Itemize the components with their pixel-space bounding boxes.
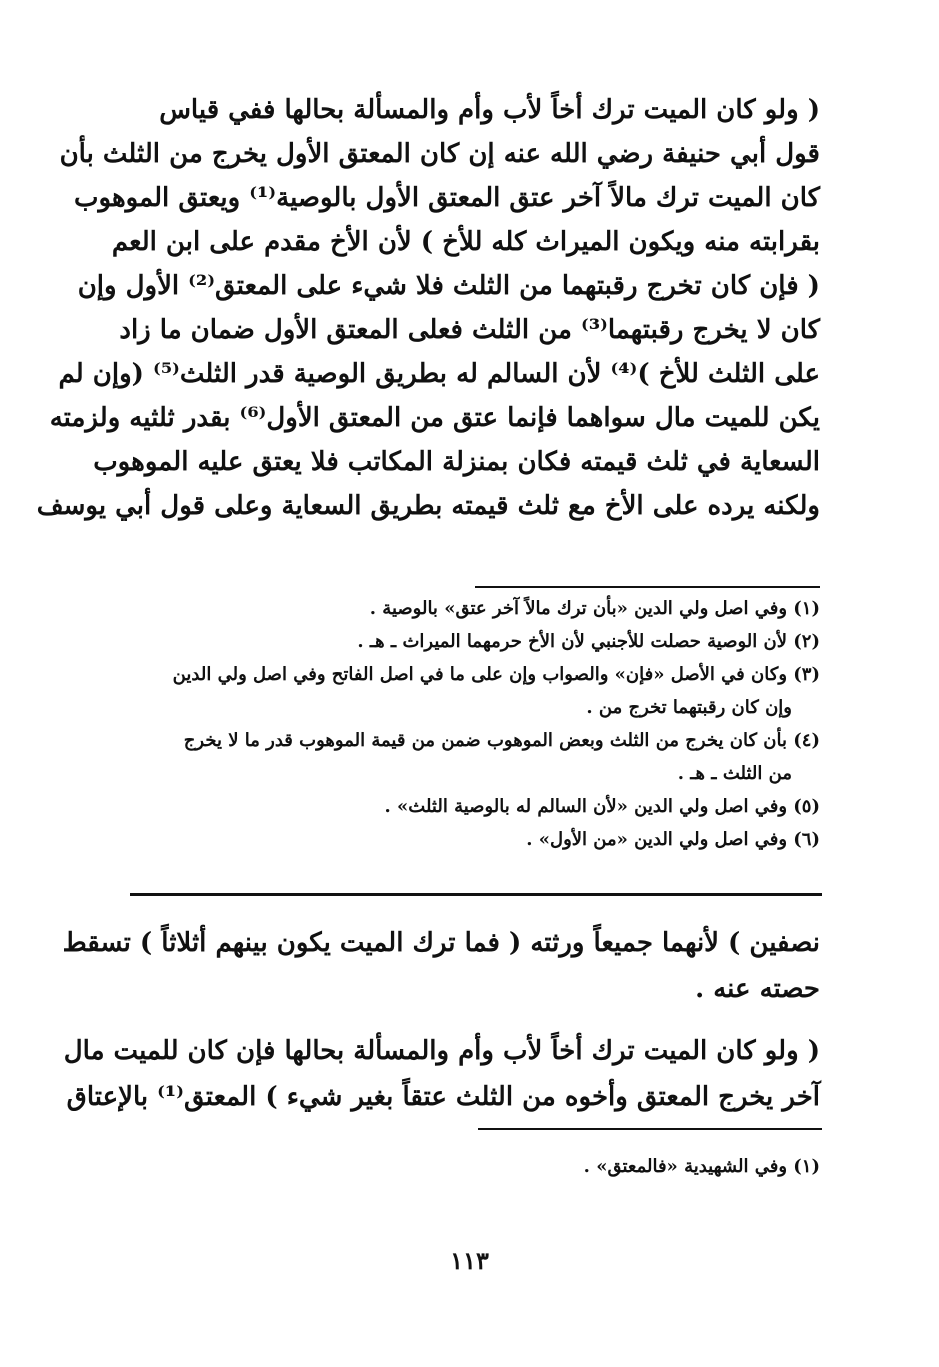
text-line: على الثلث للأخ )⁽⁴⁾ لأن السالم له بطريق الوصية قدر الثلث⁽⁵⁾ (وإن لم <box>58 359 820 389</box>
footnotes-bottom <box>130 1150 820 1183</box>
footnote-text: (٣) وكان في الأصل «فإن» والصواب وإن على ما في اصل الفاتح وفي اصل ولي الدين <box>172 664 820 685</box>
text-line: كان الميت ترك مالاً آخر عتق المعتق الأول بالوصية⁽¹⁾ ويعتق الموهوب <box>74 183 820 213</box>
text-line: ( ولو كان الميت ترك أخاً لأب وأم والمسألة بحالها فإن كان للميت مال <box>63 1036 820 1066</box>
text-line: بقرابته منه ويكون الميراث كله للأخ ) لأن الأخ مقدم على ابن العم <box>111 227 820 257</box>
page-number: ١١٣ <box>450 1246 489 1275</box>
footnotes-top <box>130 592 820 856</box>
footnote-separator <box>478 1128 822 1130</box>
footnote-3 <box>130 658 820 724</box>
footnote-2 <box>130 625 820 658</box>
text-line: السعاية في ثلث قيمته فكان بمنزلة المكاتب فلا يعتق عليه الموهوب <box>93 447 820 477</box>
text-line: ( ولو كان الميت ترك أخاً لأب وأم والمسألة بحالها ففي قياس <box>159 95 820 125</box>
text-line: نصفين ) لأنهما جميعاً ورثته ( فما ترك الميت يكون بينهم أثلاثاً ) تسقط <box>62 928 820 958</box>
footnote-5 <box>130 790 820 823</box>
text-line: كان لا يخرج رقبتهما⁽³⁾ من الثلث فعلى المعتق الأول ضمان ما زاد <box>119 315 820 345</box>
footnote-4 <box>130 724 820 790</box>
text-line: يكن للميت مال سواهما فإنما عتق من المعتق الأول⁽⁶⁾ بقدر ثلثيه ولزمته <box>49 403 820 433</box>
third-paragraph <box>63 1028 820 1120</box>
text-line: ولكنه يرده على الأخ مع ثلث قيمته بطريق السعاية وعلى قول أبي يوسف <box>36 491 820 521</box>
footnote-text: (١) وفي اصل ولي الدين «بأن ترك مالاً آخر عتق» بالوصية . <box>369 598 820 619</box>
footnote-continuation: من الثلث ـ هـ . <box>677 763 792 784</box>
text-line: ( فإن كان تخرج رقبتهما من الثلث فلا شيء على المعتق⁽²⁾ الأول وإن <box>77 271 820 301</box>
footnote-text: (٢) لأن الوصية حصلت للأجنبي لأن الأخ حرمهما الميراث ـ هـ . <box>357 631 820 652</box>
footnote-text: (١) وفي الشهيدية «فالمعتق» . <box>583 1156 820 1177</box>
footnote-1 <box>130 592 820 625</box>
main-paragraph <box>36 88 820 528</box>
footnote-text: (٥) وفي اصل ولي الدين «لأن السالم له بالوصية الثلث» . <box>384 796 820 817</box>
footnote-continuation: وإن كان رقبتهما تخرج من . <box>586 697 792 718</box>
text-line: قول أبي حنيفة رضي الله عنه إن كان المعتق الأول يخرج من الثلث بأن <box>59 139 820 169</box>
second-paragraph <box>62 920 820 1012</box>
text-line: حصته عنه . <box>695 974 820 1004</box>
footnote-6 <box>130 823 820 856</box>
footnote-separator <box>475 586 820 588</box>
footnote-1 <box>130 1150 820 1183</box>
text-line: آخر يخرج المعتق وأخوه من الثلث عتقاً بغير شيء ) المعتق⁽¹⁾ بالإعتاق <box>66 1082 820 1112</box>
section-divider <box>130 893 822 896</box>
footnote-text: (٦) وفي اصل ولي الدين «من الأول» . <box>526 829 820 850</box>
footnote-text: (٤) بأن كان يخرج من الثلث وبعض الموهوب ضمن من قيمة الموهوب قدر ما لا يخرج <box>183 730 820 751</box>
